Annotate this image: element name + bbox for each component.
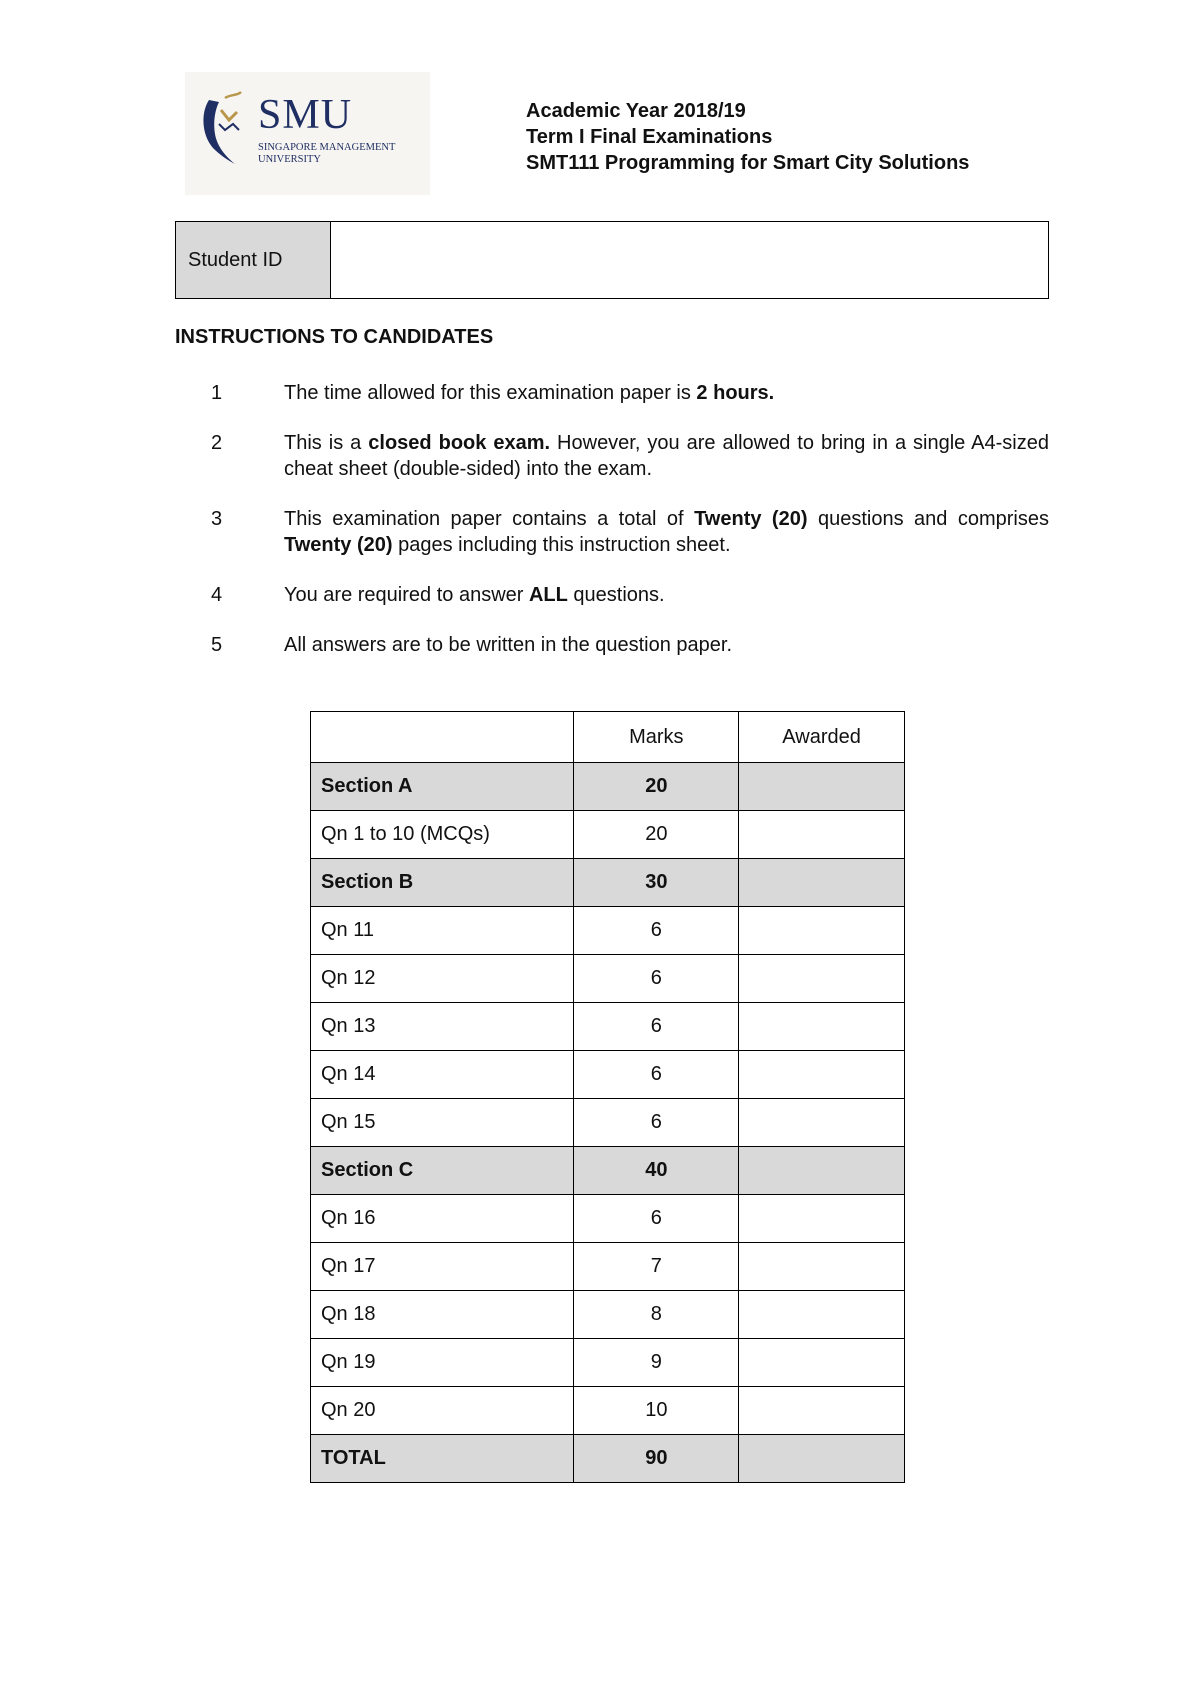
instruction-fragment: You are required to answer [284,584,529,606]
exam-term: Term I Final Examinations [526,126,773,148]
course-title: SMT111 Programming for Smart City Solutions [526,152,970,174]
instruction-emphasis: closed book exam. [368,432,551,454]
row-label: Section A [311,763,574,811]
table-row [311,955,905,1003]
table-row [311,859,905,907]
instruction-number: 5 [211,634,223,656]
row-awarded[interactable] [739,955,905,1003]
row-marks: 6 [574,1051,739,1099]
row-awarded[interactable] [739,1435,905,1483]
row-marks: 9 [574,1339,739,1387]
row-marks: 8 [574,1291,739,1339]
table-row [311,1435,905,1483]
row-label: Qn 20 [311,1387,574,1435]
header-awarded: Awarded [739,712,905,763]
row-label: Qn 15 [311,1099,574,1147]
row-marks: 40 [574,1147,739,1195]
row-label: Section B [311,859,574,907]
instructions-title: INSTRUCTIONS TO CANDIDATES [175,326,494,348]
row-awarded[interactable] [739,1387,905,1435]
row-marks: 10 [574,1387,739,1435]
row-marks: 6 [574,1099,739,1147]
table-row [311,1243,905,1291]
instruction-fragment: This examination paper contains a total of [284,508,695,530]
row-awarded[interactable] [739,1195,905,1243]
row-label: Qn 12 [311,955,574,1003]
instruction-emphasis: ALL [528,584,568,606]
instruction-emphasis: 2 hours. [696,382,775,404]
smu-crest-icon [195,90,251,170]
logo-subtitle-line1: SINGAPORE MANAGEMENT [258,142,396,153]
logo-subtitle-line2: UNIVERSITY [258,154,321,165]
university-logo [185,72,430,195]
instruction-emphasis: Twenty (20) [694,508,808,530]
row-marks: 7 [574,1243,739,1291]
row-label: Qn 13 [311,1003,574,1051]
table-row [311,1147,905,1195]
table-row [311,1099,905,1147]
row-awarded[interactable] [739,1243,905,1291]
row-awarded[interactable] [739,811,905,859]
row-marks: 6 [574,1195,739,1243]
row-marks: 6 [574,907,739,955]
row-label: Qn 18 [311,1291,574,1339]
row-awarded[interactable] [739,1339,905,1387]
row-awarded[interactable] [739,859,905,907]
instruction-text [284,506,1049,558]
instruction-fragment: All answers are to be written in the question paper. [284,634,733,656]
instruction-number: 4 [211,584,223,606]
instruction-fragment: However, you are allowed to bring in a single A4-sized cheat sheet (double-sided) into the exam. [284,432,1049,480]
instruction-fragment: questions. [567,584,665,606]
row-awarded[interactable] [739,1003,905,1051]
student-id-field[interactable] [331,222,1048,298]
row-label: Qn 1 to 10 (MCQs) [311,811,574,859]
row-label: Qn 14 [311,1051,574,1099]
row-label: Qn 17 [311,1243,574,1291]
instruction-text [284,632,1049,658]
marks-table [310,711,905,1483]
table-row [311,1195,905,1243]
row-awarded[interactable] [739,1099,905,1147]
table-header-row [311,712,905,763]
student-id-label: Student ID [176,222,331,298]
table-row [311,907,905,955]
table-row [311,1003,905,1051]
table-row [311,1339,905,1387]
student-id-box [175,221,1049,299]
instruction-emphasis: Twenty (20) [284,534,393,556]
row-awarded[interactable] [739,1051,905,1099]
table-row [311,1051,905,1099]
row-label: Qn 16 [311,1195,574,1243]
instruction-text [284,380,1049,406]
row-awarded[interactable] [739,1147,905,1195]
instruction-fragment: questions and comprises [807,508,1049,530]
row-marks: 6 [574,1003,739,1051]
instruction-text [284,430,1049,482]
row-marks: 90 [574,1435,739,1483]
row-label: TOTAL [311,1435,574,1483]
header-blank [311,712,574,763]
row-marks: 6 [574,955,739,1003]
instruction-fragment: This is a [284,432,369,454]
table-row [311,1387,905,1435]
header-marks: Marks [574,712,739,763]
table-row [311,763,905,811]
logo-wordmark: SMU [258,92,353,138]
instruction-fragment: pages including this instruction sheet. [392,534,731,556]
instruction-number: 2 [211,432,223,454]
table-row [311,1291,905,1339]
row-marks: 20 [574,763,739,811]
row-label: Qn 19 [311,1339,574,1387]
row-marks: 30 [574,859,739,907]
academic-year: Academic Year 2018/19 [526,100,746,122]
row-awarded[interactable] [739,907,905,955]
row-awarded[interactable] [739,1291,905,1339]
logo-subtitle [258,142,418,166]
instruction-number: 3 [211,508,223,530]
instruction-text [284,582,1049,608]
row-label: Qn 11 [311,907,574,955]
table-row [311,811,905,859]
row-awarded[interactable] [739,763,905,811]
instruction-fragment: The time allowed for this examination paper is [284,382,697,404]
row-marks: 20 [574,811,739,859]
row-label: Section C [311,1147,574,1195]
exam-header [526,98,969,176]
instruction-number: 1 [211,382,223,404]
